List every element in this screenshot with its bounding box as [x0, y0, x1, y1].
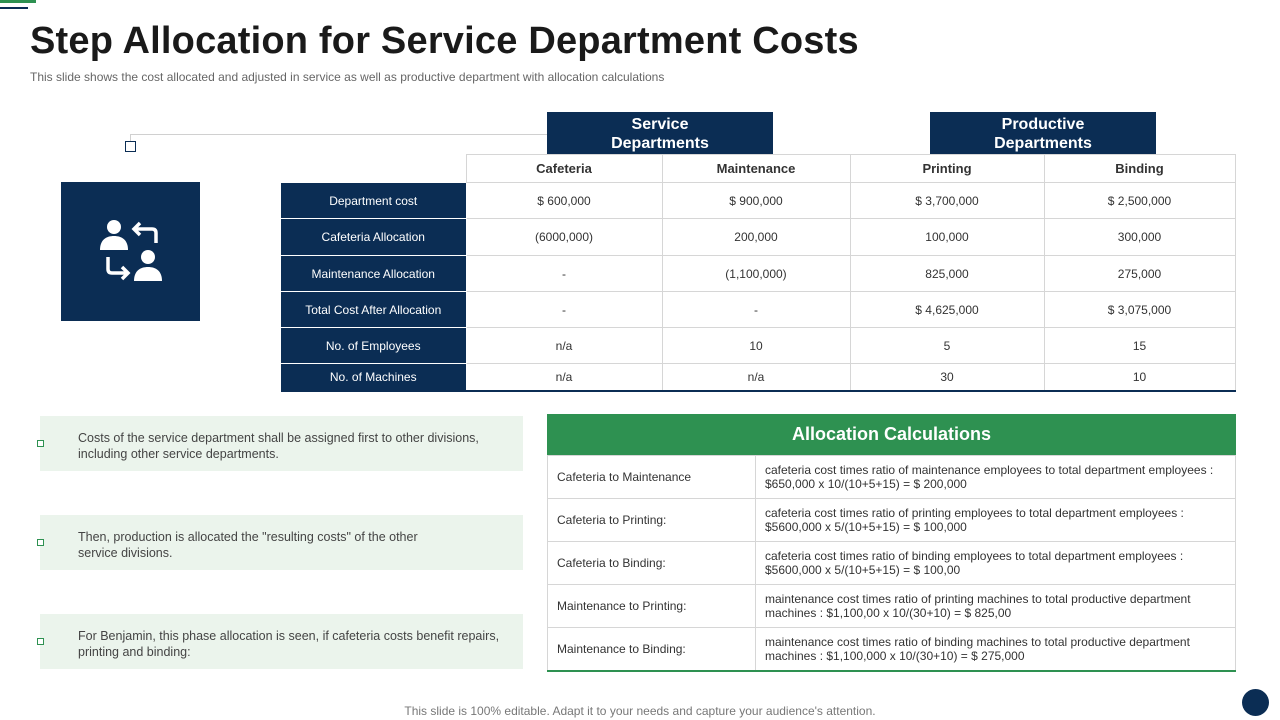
- calc-description: [756, 456, 1236, 499]
- corner-accent: [0, 0, 36, 8]
- calc-line1: maintenance cost times ratio of binding machines to total productive department: [765, 635, 1190, 649]
- table-cell: 10: [1044, 364, 1235, 391]
- allocation-calculations-panel: [547, 414, 1236, 672]
- table-cell: -: [662, 292, 850, 328]
- bullet-icon: [37, 638, 44, 645]
- table-row: [281, 183, 1235, 219]
- table-cell: 275,000: [1044, 256, 1235, 292]
- table-cell: 30: [850, 364, 1044, 391]
- table-cell: n/a: [662, 364, 850, 391]
- table-cell: $ 2,500,000: [1044, 183, 1235, 219]
- calc-row: [548, 499, 1236, 542]
- bullet-icon: [37, 539, 44, 546]
- connector-marker: [125, 141, 136, 152]
- table-cell: $ 3,700,000: [850, 183, 1044, 219]
- service-header-line2: Departments: [611, 135, 709, 152]
- productive-header-line1: Productive: [1001, 116, 1085, 133]
- calc-line2: $650,000 x 10/(10+5+15) = $ 200,000: [765, 477, 967, 491]
- productive-departments-header: [930, 112, 1156, 154]
- table-cell: $ 900,000: [662, 183, 850, 219]
- calc-line1: cafeteria cost times ratio of binding employees to total department employees :: [765, 549, 1184, 563]
- table-cell: n/a: [466, 328, 662, 364]
- table-cell: (6000,000): [466, 219, 662, 256]
- bullet-icon: [37, 440, 44, 447]
- calc-label: Cafeteria to Printing:: [548, 499, 756, 542]
- calc-label: Maintenance to Printing:: [548, 585, 756, 628]
- row-label: Total Cost After Allocation: [281, 292, 466, 328]
- table-cell: $ 4,625,000: [850, 292, 1044, 328]
- table-cell: -: [466, 292, 662, 328]
- connector-line: [130, 134, 547, 135]
- table-cell: 200,000: [662, 219, 850, 256]
- table-row: [281, 364, 1235, 391]
- note-text: Costs of the service department shall be assigned first to other divisions, including other service departments.: [78, 431, 479, 461]
- calc-line2: $5600,000 x 5/(10+5+15) = $ 100,000: [765, 520, 967, 534]
- cost-allocation-table: [281, 154, 1236, 392]
- row-label: No. of Machines: [281, 364, 466, 391]
- calc-line2: machines : $1,100,00 x 10/(30+10) = $ 825,00: [765, 606, 1012, 620]
- calc-row: [548, 542, 1236, 585]
- calc-description: [756, 499, 1236, 542]
- note-box: [40, 515, 523, 570]
- row-label: No. of Employees: [281, 328, 466, 364]
- note-text: For Benjamin, this phase allocation is seen, if cafeteria costs benefit repairs, printing and binding:: [78, 629, 500, 659]
- table-header-row: [281, 155, 1235, 183]
- calc-row: [548, 456, 1236, 499]
- column-header-cafeteria: Cafeteria: [466, 155, 662, 183]
- table-row: [281, 256, 1235, 292]
- service-departments-header: [547, 112, 773, 154]
- column-header-binding: Binding: [1044, 155, 1235, 183]
- table-corner: [281, 155, 466, 183]
- calc-row: [548, 628, 1236, 672]
- people-exchange-icon: [96, 217, 166, 287]
- table-cell: 15: [1044, 328, 1235, 364]
- calc-line1: maintenance cost times ratio of printing machines to total productive department: [765, 592, 1191, 606]
- table-row: [281, 328, 1235, 364]
- service-header-line1: Service: [631, 116, 689, 133]
- allocation-calculations-table: [547, 455, 1236, 672]
- calc-label: Maintenance to Binding:: [548, 628, 756, 672]
- table-cell: $ 600,000: [466, 183, 662, 219]
- calc-description: [756, 628, 1236, 672]
- table-cell: n/a: [466, 364, 662, 391]
- note-box: [40, 614, 523, 669]
- table-cell: 300,000: [1044, 219, 1235, 256]
- calc-line2: machines : $1,100,000 x 10/(30+10) = $ 275,000: [765, 649, 1025, 663]
- table-row: [281, 292, 1235, 328]
- page-subtitle: This slide shows the cost allocated and adjusted in service as well as productive department with allocation calculations: [30, 70, 665, 84]
- table-cell: 5: [850, 328, 1044, 364]
- calc-description: [756, 585, 1236, 628]
- table-cell: 825,000: [850, 256, 1044, 292]
- calc-label: Cafeteria to Binding:: [548, 542, 756, 585]
- calc-line2: $5600,000 x 5/(10+5+15) = $ 100,00: [765, 563, 961, 577]
- table-cell: 10: [662, 328, 850, 364]
- row-label: Cafeteria Allocation: [281, 219, 466, 256]
- productive-header-line2: Departments: [994, 135, 1092, 152]
- table-cell: 100,000: [850, 219, 1044, 256]
- calc-line1: cafeteria cost times ratio of maintenance employees to total department employees :: [765, 463, 1214, 477]
- calc-row: [548, 585, 1236, 628]
- footer-text: This slide is 100% editable. Adapt it to your needs and capture your audience's attention.: [404, 704, 876, 718]
- table-cell: $ 3,075,000: [1044, 292, 1235, 328]
- column-header-maintenance: Maintenance: [662, 155, 850, 183]
- calc-line1: cafeteria cost times ratio of printing employees to total department employees :: [765, 506, 1184, 520]
- page-title: Step Allocation for Service Department Costs: [30, 20, 859, 62]
- page-indicator-dot: [1242, 689, 1269, 716]
- column-header-printing: Printing: [850, 155, 1044, 183]
- table-cell: -: [466, 256, 662, 292]
- calc-description: [756, 542, 1236, 585]
- row-label: Department cost: [281, 183, 466, 219]
- calc-label: Cafeteria to Maintenance: [548, 456, 756, 499]
- icon-box: [61, 182, 200, 321]
- row-label: Maintenance Allocation: [281, 256, 466, 292]
- allocation-calculations-title: Allocation Calculations: [547, 414, 1236, 455]
- note-box: [40, 416, 523, 471]
- table-cell: (1,100,000): [662, 256, 850, 292]
- note-text: Then, production is allocated the "resulting costs" of the other service divisions.: [78, 530, 418, 560]
- table-row: [281, 219, 1235, 256]
